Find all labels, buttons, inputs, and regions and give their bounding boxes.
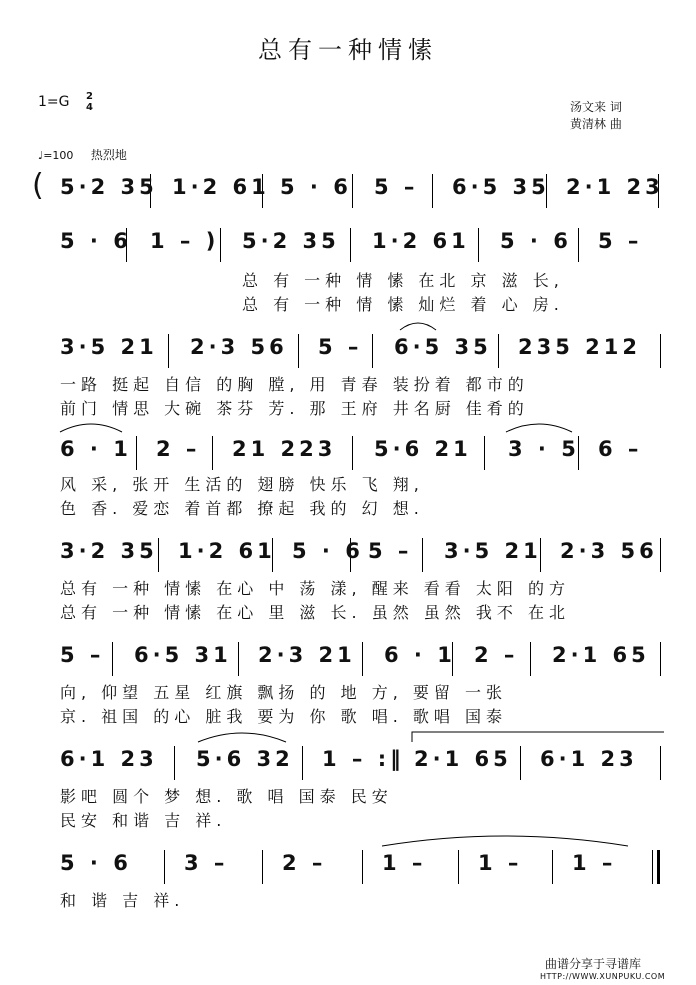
measure: 2·1 65 — [552, 643, 650, 667]
measure: 3 – — [184, 851, 229, 875]
measure: 5 – — [368, 539, 413, 563]
bar-line — [168, 334, 169, 368]
measure: 1·2 61 — [372, 229, 470, 253]
final-double-bar — [652, 850, 660, 884]
bar-line — [432, 174, 433, 208]
time-signature-bottom: 4 — [86, 102, 93, 113]
measure: 5 – — [598, 229, 643, 253]
expression-marking: 热烈地 — [90, 148, 127, 162]
measure: 3·5 21 — [444, 539, 542, 563]
credits — [570, 99, 622, 133]
measure: 235 212 — [518, 335, 641, 359]
bar-line — [352, 174, 353, 208]
measure: 2·1 23 — [566, 175, 664, 199]
time-signature-top: 2 — [86, 91, 93, 102]
measure: 2 – — [282, 851, 327, 875]
measure: 2 – — [156, 437, 201, 461]
bar-line — [660, 746, 661, 780]
slur — [58, 420, 124, 434]
measure: 5 – — [318, 335, 363, 359]
measure: 5 – — [374, 175, 419, 199]
lyric-line: 京. 祖国 的心 脏我 要为 你 歌 唱. 歌唱 国泰 — [60, 707, 507, 726]
measure: 2·3 56 — [560, 539, 658, 563]
measure: 1 – — [382, 851, 427, 875]
measure: 3·5 21 — [60, 335, 158, 359]
bar-line — [530, 642, 531, 676]
bar-line — [660, 642, 661, 676]
measure: 3 · 5 — [508, 437, 580, 461]
bar-line — [174, 746, 175, 780]
bar-line — [238, 642, 239, 676]
measure: 6·5 35 — [452, 175, 550, 199]
bar-line — [422, 538, 423, 572]
volta-bracket — [410, 730, 666, 744]
bar-line — [212, 436, 213, 470]
watermark-text: 曲谱分享于寻谱库 — [545, 957, 642, 971]
lyric-line: 总有 一种 情愫 在心 中 荡 漾, 醒来 看看 太阳 的方 — [60, 579, 570, 598]
measure: 6 · 1 — [60, 437, 132, 461]
measure: 6·1 23 — [540, 747, 638, 771]
measure: 21 223 — [232, 437, 337, 461]
song-title: 总有一种情愫 — [258, 36, 438, 64]
bar-line — [352, 436, 353, 470]
bar-line — [552, 850, 553, 884]
measure: 2·3 21 — [258, 643, 356, 667]
measure: 6 – — [598, 437, 643, 461]
key-signature: 1=G — [38, 94, 70, 110]
lyric-line: 总有 一种 情愫 在心 里 滋 长. 虽然 虽然 我不 在北 — [60, 603, 570, 622]
measure: 6·5 31 — [134, 643, 232, 667]
score-row-6 — [0, 636, 696, 676]
composer: 黄清林 曲 — [570, 117, 622, 131]
tempo-value: ♩=100 — [38, 149, 74, 162]
measure: 3·2 35 — [60, 539, 158, 563]
measure: 1 – ) — [150, 229, 220, 253]
bar-line — [372, 334, 373, 368]
score-row-1 — [0, 168, 696, 208]
bar-line — [262, 850, 263, 884]
bar-line — [350, 228, 351, 262]
lyric-line: 总 有 一种 情 愫 在北 京 滋 长, — [242, 271, 564, 290]
measure: 1·2 61 — [178, 539, 276, 563]
lyric-line: 前门 情思 大碗 茶芬 芳. 那 王府 井名厨 佳肴的 — [60, 399, 529, 418]
bar-line — [298, 334, 299, 368]
score-row-4 — [0, 430, 696, 470]
slur — [504, 420, 574, 434]
lyric-line: 和 谐 吉 祥. — [60, 891, 185, 910]
measure: 5·6 21 — [374, 437, 472, 461]
measure: 1 – :‖ — [322, 747, 405, 771]
measure: 5 · 6 — [500, 229, 572, 253]
lyric-line: 一路 挺起 自信 的胸 膛, 用 青春 装扮着 都市的 — [60, 375, 529, 394]
measure: 5·2 35 — [60, 175, 158, 199]
bar-line — [660, 334, 661, 368]
slur — [398, 318, 438, 332]
bar-line — [520, 746, 521, 780]
bar-line — [136, 436, 137, 470]
score-row-7 — [0, 740, 696, 780]
bar-line — [458, 850, 459, 884]
bar-line — [302, 746, 303, 780]
lyricist: 汤文来 词 — [570, 100, 622, 114]
measure: 2·3 56 — [190, 335, 288, 359]
bar-line — [362, 642, 363, 676]
bar-line — [158, 538, 159, 572]
measure: 5 · 6 — [60, 229, 132, 253]
lyric-line: 向, 仰望 五星 红旗 飘扬 的 地 方, 要留 一张 — [60, 683, 507, 702]
bar-line — [112, 642, 113, 676]
score-row-3 — [0, 328, 696, 368]
measure: 5·2 35 — [242, 229, 340, 253]
watermark-url: HTTP://WWW.XUNPUKU.COM — [540, 972, 666, 981]
bar-line — [164, 850, 165, 884]
lyric-line: 影吧 圆个 梦 想. 歌 唱 国泰 民安 — [60, 787, 393, 806]
measure: 6·5 35 — [394, 335, 492, 359]
bar-line — [578, 228, 579, 262]
tie — [380, 834, 630, 848]
measure: 5·6 32 — [196, 747, 294, 771]
lyric-line: 风 采, 张开 生活的 翅膀 快乐 飞 翔, — [60, 475, 424, 494]
measure: 5 · 6 — [60, 851, 132, 875]
lyric-line: 民安 和谐 吉 祥. — [60, 811, 227, 830]
measure: 5 · 6 — [280, 175, 352, 199]
measure: 5 · 6 — [292, 539, 364, 563]
bar-line — [498, 334, 499, 368]
bar-line — [660, 538, 661, 572]
measure: 2 – — [474, 643, 519, 667]
score-row-5 — [0, 532, 696, 572]
measure: 5 – — [60, 643, 105, 667]
measure: 1·2 61 — [172, 175, 270, 199]
measure: 6·1 23 — [60, 747, 158, 771]
bar-line — [484, 436, 485, 470]
score-row-2 — [0, 222, 696, 262]
repeat-open-paren: ( — [32, 168, 44, 203]
score-row-8 — [0, 844, 696, 884]
lyric-line: 总 有 一种 情 愫 灿烂 着 心 房. — [242, 295, 564, 314]
time-signature — [86, 91, 93, 113]
tempo-marking — [38, 146, 127, 163]
lyric-line: 色 香. 爱恋 着首都 撩起 我的 幻 想. — [60, 499, 424, 518]
bar-line — [220, 228, 221, 262]
measure: 6 · 1 — [384, 643, 456, 667]
slur — [196, 730, 288, 744]
bar-line — [478, 228, 479, 262]
bar-line — [362, 850, 363, 884]
measure: 2·1 65 — [414, 747, 512, 771]
measure: 1 – — [478, 851, 523, 875]
measure: 1 – — [572, 851, 617, 875]
